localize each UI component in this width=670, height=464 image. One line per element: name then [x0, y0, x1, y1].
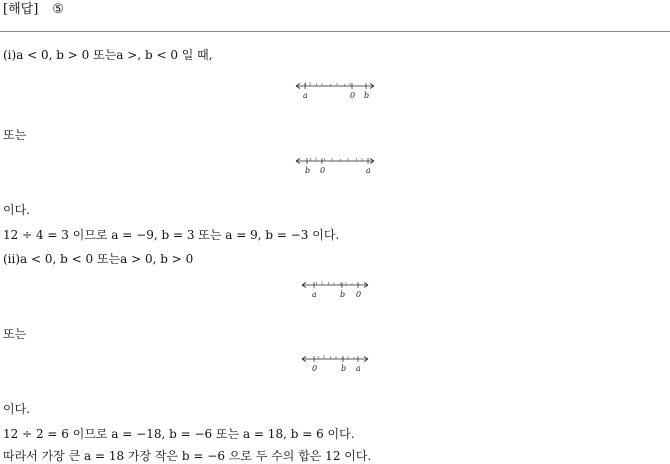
- or-label-2: 또는: [3, 327, 27, 341]
- answer-label: [해답]: [3, 2, 39, 17]
- is-label-1: 이다.: [3, 203, 30, 217]
- number-line-2: [292, 152, 378, 176]
- number-line-2-label-2: 0: [320, 166, 326, 175]
- number-line-4-label-1: 0: [312, 364, 318, 373]
- number-line-2-label-1: b: [305, 166, 311, 175]
- number-line-3-label-3: 0: [356, 290, 362, 299]
- number-line-3-label-1: a: [312, 290, 317, 299]
- case1-calculation: 12 ÷ 4 = 3 이므로 a = −9, b = 3 또는 a = 9, b = −3 이다.: [3, 228, 340, 242]
- is-label-2: 이다.: [3, 402, 30, 416]
- number-line-4-label-2: b: [341, 364, 347, 373]
- case1-condition: (ⅰ)a < 0, b > 0 또는a >, b < 0 일 때,: [3, 48, 213, 62]
- number-line-4: [298, 350, 372, 374]
- answer-choice: ⑤: [52, 2, 64, 17]
- number-line-1-label-2: 0: [350, 91, 356, 100]
- header-divider: [0, 31, 670, 32]
- answer-header: [3, 2, 64, 18]
- or-label-1: 또는: [3, 128, 27, 142]
- number-line-1: [292, 77, 378, 101]
- conclusion: 따라서 가장 큰 a = 18 가장 작은 b = −6 으로 두 수의 합은 12 이다.: [3, 449, 372, 463]
- number-line-3: [298, 276, 372, 300]
- number-line-3-label-2: b: [340, 290, 346, 299]
- number-line-1-label-3: b: [364, 91, 370, 100]
- number-line-2-label-3: a: [366, 166, 371, 175]
- case2-calculation: 12 ÷ 2 = 6 이므로 a = −18, b = −6 또는 a = 18, b = 6 이다.: [3, 427, 355, 441]
- number-line-1-label-1: a: [303, 91, 308, 100]
- number-line-4-label-3: a: [356, 364, 361, 373]
- case2-condition: (ⅱ)a < 0, b < 0 또는a > 0, b > 0: [3, 252, 194, 266]
